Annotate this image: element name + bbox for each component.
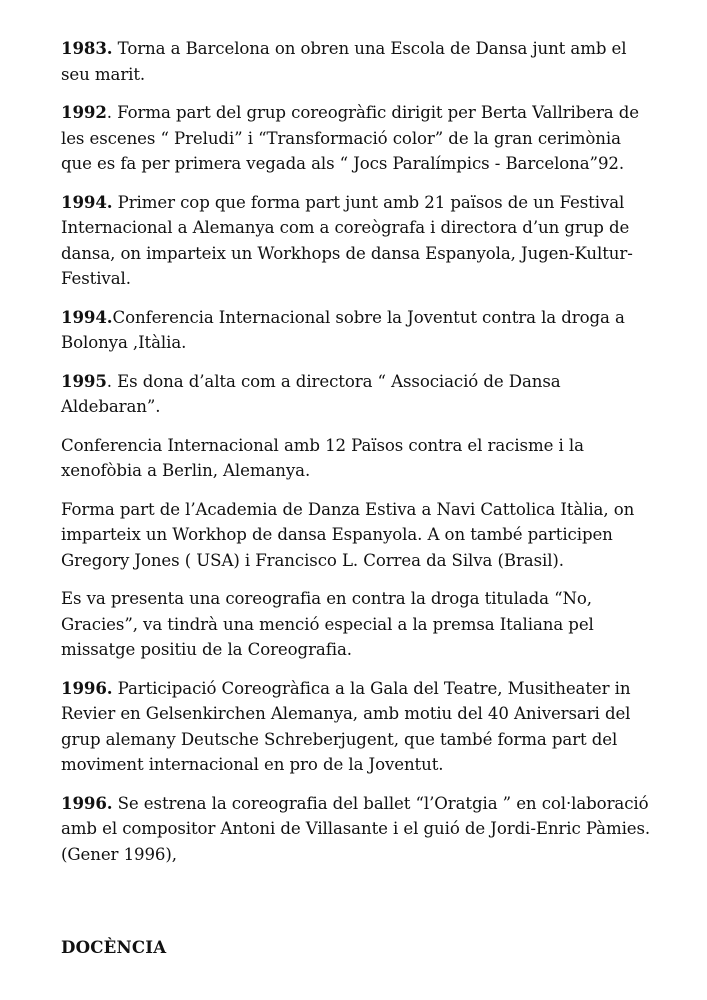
entry-1983	[61, 36, 651, 87]
entry-year: 1996.	[61, 677, 113, 698]
entry-1996-gala	[61, 676, 651, 778]
entry-text: Conferencia Internacional sobre la Joventut contra la droga a Bolonya ,Itàlia.	[61, 307, 625, 352]
entry-1994-conference	[61, 305, 651, 356]
entry-no-gracies	[61, 586, 651, 663]
entry-text: . Forma part del grup coreogràfic dirigit per Berta Vallribera de les escenes “ Preludi” i “Transformació color” de la gran cerimònia que es fa per primera vegada als “ Jocs Paralímpics - Barcelona”92.	[61, 103, 639, 173]
entry-text: Se estrena la coreografia del ballet “l’Oratgia ” en col·laboració amb el compositor Antoni de Villasante i el guió de Jordi-Enric Pàmies. (Gener 1996),	[61, 793, 651, 864]
entry-year: 1994.	[61, 306, 113, 327]
entry-text: Torna a Barcelona on obren una Escola de Dansa junt amb el seu marit.	[61, 39, 627, 84]
entry-text: . Es dona d’alta com a directora “ Associació de Dansa Aldebaran”.	[61, 371, 561, 416]
entry-year: 1994.	[61, 191, 113, 212]
entry-berlin-conference	[61, 433, 651, 484]
entry-year: 1992	[61, 102, 107, 122]
entry-1996-oratgia	[61, 791, 651, 868]
entry-text: Participació Coreogràfica a la Gala del Teatre, Musitheater in Revier en Gelsenkirchen Alemanya, amb motiu del 40 Aniversari del grup alemany Deutsche Schreberjugent, que també forma part del moviment internacional en pro de la Joventut.	[61, 678, 631, 774]
entry-1995	[61, 369, 651, 420]
entry-year: 1996.	[61, 792, 113, 813]
entry-text: Conferencia Internacional amb 12 Països contra el racisme i la xenofòbia a Berlin, Alemanya.	[61, 435, 584, 480]
entry-text: Primer cop que forma part junt amb 21 països de un Festival Internacional a Alemanya com a coreògrafa i directora d’un grup de dansa, on imparteix un Workhops de dansa Espanyola, Jugen-Kultur-Festival.	[61, 192, 633, 288]
entry-1994-festival	[61, 190, 651, 292]
entry-academia-danza	[61, 497, 651, 574]
entry-year: 1983.	[61, 38, 113, 58]
entry-text: Forma part de l’Academia de Danza Estiva a Navi Cattolica Itàlia, on imparteix un Workhop de dansa Espanyola. A on també participen Gregory Jones ( USA) i Francisco L. Correa da Silva (Brasil).	[61, 499, 635, 570]
section-heading: DOCÈNCIA	[61, 937, 167, 957]
entry-year: 1995	[61, 370, 107, 391]
entry-text: Es va presenta una coreografia en contra la droga titulada “No, Gracies”, va tindrà una menció especial a la premsa Italiana pel missatge positiu de la Coreografia.	[61, 589, 594, 659]
entry-1992	[61, 100, 651, 177]
document-body	[61, 36, 651, 880]
